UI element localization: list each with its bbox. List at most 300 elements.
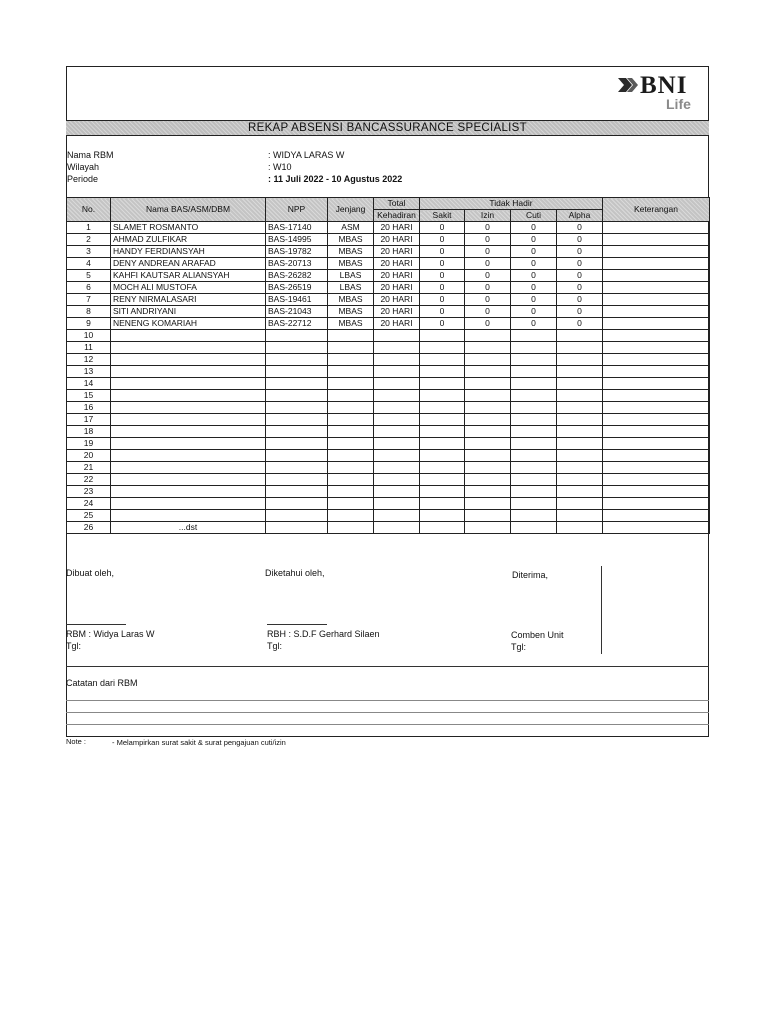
cell-jenjang: MBAS	[328, 306, 374, 318]
cell-nama	[111, 450, 266, 462]
cell-jenjang	[328, 450, 374, 462]
info-value-rbm: : WIDYA LARAS W	[268, 150, 345, 160]
cell-kehadiran	[374, 498, 420, 510]
cell-ket	[603, 522, 710, 534]
cell-jenjang	[328, 402, 374, 414]
cell-cuti	[511, 522, 557, 534]
cell-jenjang	[328, 510, 374, 522]
header-alpha: Alpha	[557, 210, 603, 222]
sig-diketahui-name-text: RBH : S.D.F Gerhard Silaen	[267, 629, 380, 639]
cell-npp	[266, 462, 328, 474]
catatan-label: Catatan dari RBM	[66, 678, 138, 688]
cell-npp	[266, 522, 328, 534]
cell-ket	[603, 510, 710, 522]
cell-no: 5	[67, 270, 111, 282]
cell-jenjang	[328, 426, 374, 438]
sig-dibuat-label: Dibuat oleh,	[66, 568, 115, 578]
cell-ket	[603, 270, 710, 282]
cell-npp	[266, 342, 328, 354]
cell-no: 4	[67, 258, 111, 270]
cell-sakit	[420, 474, 465, 486]
cell-ket	[603, 486, 710, 498]
cell-sakit	[420, 450, 465, 462]
cell-sakit	[420, 486, 465, 498]
cell-npp	[266, 390, 328, 402]
table-row	[67, 378, 710, 390]
cell-sakit: 0	[420, 306, 465, 318]
table-row	[67, 330, 710, 342]
cell-ket	[603, 414, 710, 426]
cell-kehadiran	[374, 330, 420, 342]
sig-line-dibuat	[66, 624, 126, 625]
cell-kehadiran: 20 HARI	[374, 258, 420, 270]
cell-sakit	[420, 390, 465, 402]
cell-izin	[465, 330, 511, 342]
catatan-top-line	[66, 666, 709, 667]
cell-no: 11	[67, 342, 111, 354]
cell-npp	[266, 438, 328, 450]
table-row	[67, 306, 710, 318]
cell-no: 19	[67, 438, 111, 450]
cell-jenjang: ASM	[328, 222, 374, 234]
cell-npp: BAS-21043	[266, 306, 328, 318]
cell-cuti	[511, 486, 557, 498]
cell-cuti	[511, 474, 557, 486]
cell-jenjang: MBAS	[328, 318, 374, 330]
cell-sakit	[420, 366, 465, 378]
cell-kehadiran: 20 HARI	[374, 270, 420, 282]
cell-npp	[266, 354, 328, 366]
cell-jenjang	[328, 462, 374, 474]
table-row	[67, 366, 710, 378]
cell-cuti	[511, 378, 557, 390]
cell-ket	[603, 426, 710, 438]
cell-izin	[465, 402, 511, 414]
cell-cuti: 0	[511, 306, 557, 318]
catatan-line-3	[66, 724, 709, 725]
cell-izin	[465, 390, 511, 402]
cell-nama	[111, 330, 266, 342]
cell-npp: BAS-19461	[266, 294, 328, 306]
cell-nama	[111, 390, 266, 402]
cell-npp	[266, 450, 328, 462]
cell-jenjang: MBAS	[328, 294, 374, 306]
cell-no: 26	[67, 522, 111, 534]
cell-nama: KAHFI KAUTSAR ALIANSYAH	[111, 270, 266, 282]
cell-npp	[266, 474, 328, 486]
cell-cuti	[511, 330, 557, 342]
cell-alpha	[557, 450, 603, 462]
cell-cuti: 0	[511, 234, 557, 246]
cell-ket	[603, 318, 710, 330]
header-npp: NPP	[266, 198, 328, 222]
table-row	[67, 522, 710, 534]
cell-jenjang: LBAS	[328, 282, 374, 294]
cell-sakit	[420, 414, 465, 426]
cell-cuti	[511, 390, 557, 402]
cell-nama: DENY ANDREAN ARAFAD	[111, 258, 266, 270]
cell-jenjang	[328, 354, 374, 366]
catatan-line-2	[66, 712, 709, 713]
info-labels	[67, 149, 114, 185]
cell-kehadiran: 20 HARI	[374, 294, 420, 306]
cell-nama: ...dst	[111, 522, 266, 534]
cell-ket	[603, 246, 710, 258]
info-value-periode: : 11 Juli 2022 - 10 Agustus 2022	[268, 174, 403, 184]
bni-life-logo	[618, 72, 704, 116]
table-row	[67, 426, 710, 438]
cell-no: 15	[67, 390, 111, 402]
cell-alpha: 0	[557, 306, 603, 318]
cell-izin	[465, 486, 511, 498]
cell-sakit	[420, 510, 465, 522]
bni-logo-icon	[618, 78, 640, 92]
cell-sakit: 0	[420, 222, 465, 234]
table-row	[67, 318, 710, 330]
cell-sakit: 0	[420, 258, 465, 270]
table-row	[67, 450, 710, 462]
cell-nama: RENY NIRMALASARI	[111, 294, 266, 306]
cell-kehadiran	[374, 354, 420, 366]
sig-diterima-name-text: Comben Unit	[511, 630, 564, 640]
cell-no: 6	[67, 282, 111, 294]
cell-nama	[111, 486, 266, 498]
cell-nama	[111, 426, 266, 438]
cell-nama	[111, 342, 266, 354]
page-title: REKAP ABSENSI BANCASSURANCE SPECIALIST	[248, 122, 527, 134]
cell-kehadiran	[374, 450, 420, 462]
cell-sakit	[420, 438, 465, 450]
cell-alpha	[557, 330, 603, 342]
cell-izin	[465, 378, 511, 390]
cell-cuti	[511, 366, 557, 378]
cell-izin	[465, 354, 511, 366]
cell-npp	[266, 330, 328, 342]
cell-npp	[266, 486, 328, 498]
cell-alpha	[557, 378, 603, 390]
cell-jenjang	[328, 438, 374, 450]
table-body	[67, 222, 710, 534]
cell-nama	[111, 402, 266, 414]
cell-izin	[465, 342, 511, 354]
cell-izin: 0	[465, 294, 511, 306]
cell-kehadiran: 20 HARI	[374, 222, 420, 234]
cell-ket	[603, 258, 710, 270]
info-label-periode: Periode	[67, 174, 99, 184]
cell-alpha	[557, 366, 603, 378]
cell-no: 8	[67, 306, 111, 318]
cell-alpha: 0	[557, 234, 603, 246]
cell-izin	[465, 474, 511, 486]
info-values	[268, 149, 402, 185]
cell-ket	[603, 474, 710, 486]
cell-alpha: 0	[557, 222, 603, 234]
cell-cuti	[511, 450, 557, 462]
cell-sakit	[420, 498, 465, 510]
cell-izin: 0	[465, 258, 511, 270]
cell-jenjang	[328, 414, 374, 426]
catatan-line-1	[66, 700, 709, 701]
header-keterangan: Keterangan	[603, 198, 710, 222]
cell-no: 17	[67, 414, 111, 426]
cell-alpha	[557, 414, 603, 426]
cell-nama: HANDY FERDIANSYAH	[111, 246, 266, 258]
cell-nama: AHMAD ZULFIKAR	[111, 234, 266, 246]
cell-izin	[465, 510, 511, 522]
cell-kehadiran	[374, 438, 420, 450]
cell-jenjang	[328, 474, 374, 486]
cell-kehadiran	[374, 390, 420, 402]
cell-alpha	[557, 522, 603, 534]
cell-no: 9	[67, 318, 111, 330]
cell-kehadiran: 20 HARI	[374, 306, 420, 318]
header-cuti: Cuti	[511, 210, 557, 222]
cell-izin	[465, 366, 511, 378]
info-value-wilayah: : W10	[268, 162, 292, 172]
cell-npp: BAS-19782	[266, 246, 328, 258]
cell-ket	[603, 342, 710, 354]
cell-nama	[111, 474, 266, 486]
cell-alpha: 0	[557, 318, 603, 330]
sig-diterima-name	[511, 629, 564, 653]
cell-ket	[603, 450, 710, 462]
cell-nama	[111, 498, 266, 510]
cell-npp	[266, 402, 328, 414]
table-row	[67, 474, 710, 486]
cell-no: 7	[67, 294, 111, 306]
cell-izin: 0	[465, 234, 511, 246]
table-row	[67, 486, 710, 498]
cell-ket	[603, 378, 710, 390]
cell-ket	[603, 498, 710, 510]
cell-no: 18	[67, 426, 111, 438]
cell-cuti: 0	[511, 282, 557, 294]
cell-npp	[266, 414, 328, 426]
cell-no: 16	[67, 402, 111, 414]
table-row	[67, 390, 710, 402]
cell-sakit	[420, 330, 465, 342]
table-row	[67, 246, 710, 258]
cell-izin: 0	[465, 246, 511, 258]
table-row	[67, 462, 710, 474]
cell-alpha	[557, 390, 603, 402]
cell-cuti: 0	[511, 270, 557, 282]
table-row	[67, 270, 710, 282]
cell-jenjang	[328, 390, 374, 402]
header-izin: Izin	[465, 210, 511, 222]
cell-alpha	[557, 438, 603, 450]
cell-alpha: 0	[557, 270, 603, 282]
cell-jenjang: MBAS	[328, 258, 374, 270]
cell-no: 1	[67, 222, 111, 234]
cell-izin	[465, 522, 511, 534]
cell-nama	[111, 462, 266, 474]
sig-dibuat-tgl: Tgl:	[66, 641, 82, 651]
sig-diterima-tgl: Tgl:	[511, 642, 527, 652]
cell-alpha: 0	[557, 246, 603, 258]
cell-npp	[266, 510, 328, 522]
cell-ket	[603, 390, 710, 402]
cell-ket	[603, 234, 710, 246]
cell-alpha	[557, 342, 603, 354]
table-row	[67, 438, 710, 450]
cell-izin: 0	[465, 306, 511, 318]
cell-npp	[266, 426, 328, 438]
cell-no: 2	[67, 234, 111, 246]
table-row	[67, 414, 710, 426]
cell-kehadiran	[374, 462, 420, 474]
table-row	[67, 402, 710, 414]
cell-cuti: 0	[511, 294, 557, 306]
cell-alpha: 0	[557, 294, 603, 306]
cell-sakit	[420, 354, 465, 366]
cell-cuti	[511, 354, 557, 366]
cell-no: 22	[67, 474, 111, 486]
cell-sakit: 0	[420, 246, 465, 258]
cell-jenjang	[328, 498, 374, 510]
header-kehadiran: Kehadiran	[374, 210, 420, 222]
table-row	[67, 510, 710, 522]
cell-ket	[603, 330, 710, 342]
cell-jenjang	[328, 486, 374, 498]
cell-cuti	[511, 414, 557, 426]
cell-kehadiran: 20 HARI	[374, 318, 420, 330]
cell-kehadiran	[374, 342, 420, 354]
cell-cuti: 0	[511, 222, 557, 234]
cell-cuti	[511, 462, 557, 474]
cell-sakit	[420, 402, 465, 414]
cell-sakit: 0	[420, 270, 465, 282]
cell-ket	[603, 438, 710, 450]
cell-sakit: 0	[420, 318, 465, 330]
table-row	[67, 294, 710, 306]
cell-kehadiran: 20 HARI	[374, 282, 420, 294]
cell-nama: MOCH ALI MUSTOFA	[111, 282, 266, 294]
cell-ket	[603, 402, 710, 414]
cell-jenjang: MBAS	[328, 246, 374, 258]
cell-ket	[603, 222, 710, 234]
cell-alpha	[557, 462, 603, 474]
cell-npp	[266, 366, 328, 378]
cell-ket	[603, 306, 710, 318]
cell-npp: BAS-22712	[266, 318, 328, 330]
cell-ket	[603, 354, 710, 366]
cell-kehadiran	[374, 426, 420, 438]
cell-jenjang: MBAS	[328, 234, 374, 246]
title-bar	[66, 120, 709, 136]
cell-kehadiran	[374, 486, 420, 498]
sig-diterima-label: Diterima,	[512, 570, 549, 580]
cell-npp: BAS-20713	[266, 258, 328, 270]
cell-alpha	[557, 498, 603, 510]
cell-no: 21	[67, 462, 111, 474]
cell-no: 23	[67, 486, 111, 498]
cell-kehadiran	[374, 366, 420, 378]
cell-nama	[111, 366, 266, 378]
cell-sakit	[420, 378, 465, 390]
cell-no: 3	[67, 246, 111, 258]
cell-kehadiran	[374, 402, 420, 414]
cell-jenjang	[328, 522, 374, 534]
cell-cuti	[511, 510, 557, 522]
cell-cuti: 0	[511, 246, 557, 258]
cell-cuti: 0	[511, 258, 557, 270]
cell-npp: BAS-26282	[266, 270, 328, 282]
cell-alpha	[557, 474, 603, 486]
cell-nama	[111, 438, 266, 450]
cell-izin: 0	[465, 222, 511, 234]
table-row	[67, 354, 710, 366]
cell-cuti: 0	[511, 318, 557, 330]
cell-ket	[603, 462, 710, 474]
cell-nama: NENENG KOMARIAH	[111, 318, 266, 330]
cell-cuti	[511, 438, 557, 450]
cell-nama	[111, 378, 266, 390]
cell-no: 10	[67, 330, 111, 342]
cell-no: 12	[67, 354, 111, 366]
cell-jenjang	[328, 366, 374, 378]
cell-izin: 0	[465, 318, 511, 330]
cell-izin	[465, 414, 511, 426]
sig-dibuat-name-text: RBM : Widya Laras W	[66, 629, 155, 639]
cell-sakit: 0	[420, 234, 465, 246]
sig-diketahui-name	[267, 628, 380, 652]
cell-izin: 0	[465, 282, 511, 294]
cell-sakit	[420, 426, 465, 438]
cell-cuti	[511, 426, 557, 438]
cell-ket	[603, 366, 710, 378]
cell-nama	[111, 510, 266, 522]
cell-kehadiran: 20 HARI	[374, 246, 420, 258]
cell-kehadiran: 20 HARI	[374, 234, 420, 246]
header-no: No.	[67, 198, 111, 222]
cell-kehadiran	[374, 474, 420, 486]
brand-name: BNI	[640, 72, 688, 99]
header-tidak-hadir: Tidak Hadir	[420, 198, 603, 210]
cell-izin	[465, 438, 511, 450]
table-row	[67, 282, 710, 294]
cell-izin: 0	[465, 270, 511, 282]
cell-ket	[603, 294, 710, 306]
info-label-rbm: Nama RBM	[67, 150, 114, 160]
cell-sakit	[420, 342, 465, 354]
cell-sakit: 0	[420, 294, 465, 306]
cell-alpha	[557, 426, 603, 438]
header-sakit: Sakit	[420, 210, 465, 222]
cell-kehadiran	[374, 522, 420, 534]
cell-npp: BAS-26519	[266, 282, 328, 294]
cell-no: 24	[67, 498, 111, 510]
cell-jenjang	[328, 378, 374, 390]
cell-no: 25	[67, 510, 111, 522]
sig-line-diketahui	[267, 624, 327, 625]
table-row	[67, 342, 710, 354]
brand-sub: Life	[666, 96, 691, 112]
note-text: - Melampirkan surat sakit & surat pengajuan cuti/izin	[112, 738, 286, 747]
cell-sakit	[420, 522, 465, 534]
cell-izin	[465, 426, 511, 438]
info-label-wilayah: Wilayah	[67, 162, 100, 172]
sig-dibuat-name	[66, 628, 155, 652]
header-nama: Nama BAS/ASM/DBM	[111, 198, 266, 222]
header-jenjang: Jenjang	[328, 198, 374, 222]
cell-npp	[266, 498, 328, 510]
cell-izin	[465, 498, 511, 510]
header-total: Total	[374, 198, 420, 210]
table-row	[67, 258, 710, 270]
cell-no: 13	[67, 366, 111, 378]
cell-kehadiran	[374, 510, 420, 522]
